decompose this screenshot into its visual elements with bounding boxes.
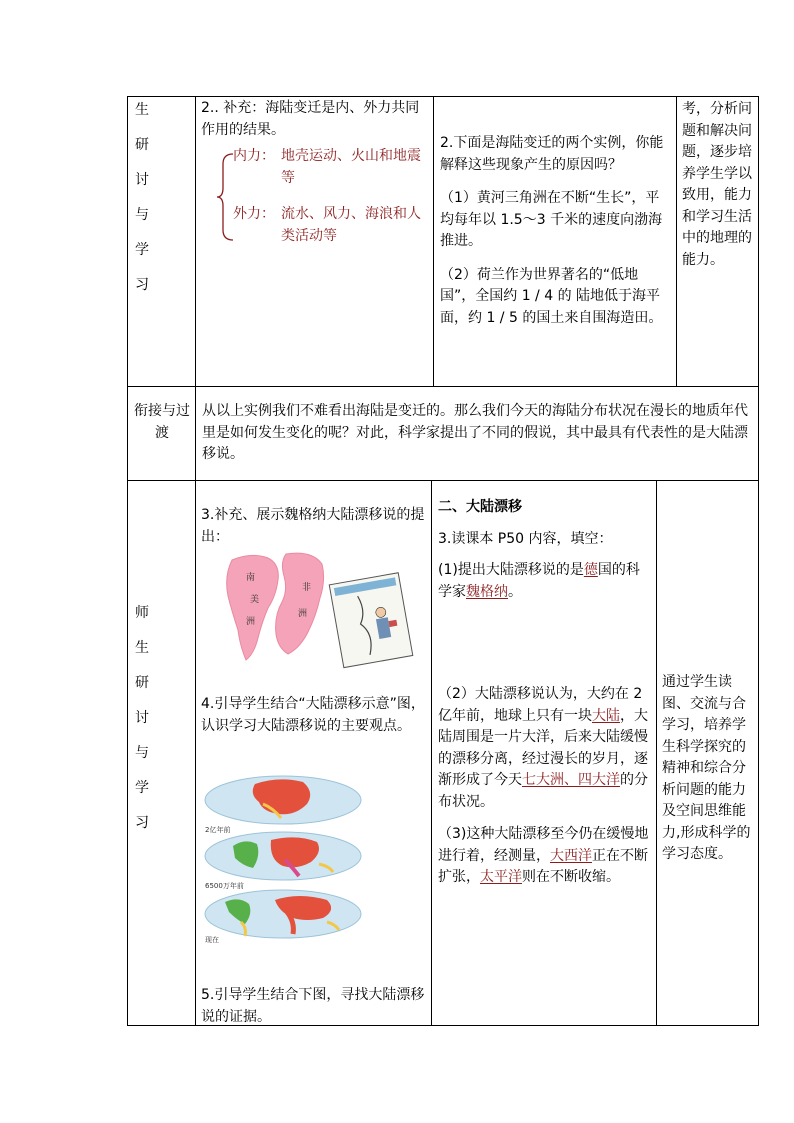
- student-heading: 二、大陆漂移: [438, 499, 522, 515]
- student-example-2: （2）荷兰作为世界著名的“低地国”，全国约 1 / 4 的 陆地低于海平面，约 1 / 5 的国土来自围海造田。: [440, 266, 663, 326]
- teacher-step-3: 3.补充、展示魏格纳大陆漂移说的提出：: [201, 507, 425, 545]
- label-char: 讨: [135, 172, 149, 188]
- label-char: 研: [135, 675, 149, 691]
- africa-shape: [276, 553, 324, 654]
- section3-intent: [662, 672, 754, 866]
- map-caption-65ma: 6500万年前: [205, 882, 244, 890]
- label-char: 习: [135, 277, 149, 293]
- blank-shrinking-ocean: 太平洋: [480, 869, 522, 885]
- student-answer-1: (1)提出大陆漂移说的是德国的科学家魏格纳。: [438, 562, 640, 600]
- transition-text: 从以上实例我们不难看出海陆是变迁的。那么我们今天的海陆分布状况在漫长的地质年代里是如何发生变化的呢？对此，科学家提出了不同的假说，其中最具有代表性的是大陆漂移说。: [202, 403, 748, 462]
- section2-label: [133, 401, 191, 444]
- blank-distribution: 七大洲、四大洋: [522, 772, 620, 788]
- inner-force-text: 地壳运动、火山和地震等: [281, 148, 421, 186]
- wegener-picture: [329, 573, 413, 668]
- south-america-shape: [227, 555, 279, 660]
- map-label-zhou2: 洲: [298, 609, 308, 619]
- label-char: 与: [135, 207, 149, 223]
- section3-teacher-t5: [201, 985, 427, 1028]
- teacher-step-5: 5.引导学生结合下图，寻找大陆漂移说的证据。: [201, 987, 425, 1025]
- label-char: 学: [135, 780, 149, 796]
- map-200ma: [205, 776, 361, 824]
- section2-text: [202, 401, 752, 466]
- map-65ma: [205, 832, 361, 880]
- student-q3: 3.读课本 P50 内容，填空：: [438, 530, 613, 547]
- map-label-fei: 非: [302, 583, 312, 593]
- map-caption-200ma: 2亿年前: [205, 826, 231, 834]
- blank-country: 德: [583, 562, 598, 578]
- inner-force-label: 内力：: [233, 148, 275, 164]
- intent-text: 考，分析问题和解决问题，逐步培养学生学以致用，能力和学习生活中的地理的能力。: [682, 101, 752, 268]
- section3-teacher-t4: [201, 694, 427, 737]
- section3-student: [438, 497, 652, 889]
- continental-drift-maps: [199, 772, 367, 944]
- section1-teacher: [201, 98, 427, 251]
- curly-brace-icon: [215, 152, 235, 242]
- label-char: 生: [135, 102, 149, 118]
- continent-fit-illustration: [222, 550, 418, 680]
- blank-scientist: 魏格纳: [466, 583, 508, 600]
- teacher-step-4: 4.引导学生结合“大陆漂移示意”图，认识学习大陆漂移说的主要观点。: [201, 696, 425, 734]
- label-char: 师: [135, 605, 149, 621]
- label-char: 讨: [135, 710, 149, 726]
- blank-continent: 大陆: [592, 707, 620, 724]
- label-char: 习: [135, 815, 149, 831]
- transition-label: 衔接与过渡: [134, 403, 190, 441]
- intent-text: 通过学生读图、交流与合学习，培养学生科学探究的精神和综合分析问题的能力及空间思维能力,形成科学的学习态度。: [662, 674, 751, 862]
- forces-brace-group: [201, 146, 427, 251]
- teacher-intro: 2.. 补充：海陆变迁是内、外力共同作用的结果。: [201, 100, 420, 138]
- section1-student: [440, 133, 672, 329]
- map-label-mei: 美: [250, 595, 260, 605]
- section3-teacher-t3: [201, 505, 427, 548]
- label-char: 与: [135, 745, 149, 761]
- outer-force-label: 外力：: [233, 206, 275, 222]
- outer-force-text: 流水、风力、海浪和人类活动等: [281, 206, 421, 244]
- student-answer-2: （2）大陆漂移说认为，大约在 2 亿年前，地球上只有一块大陆，大陆周围是一片大洋，后来大陆缓慢的漂移分离，经过漫长的岁月，逐渐形成了今天七大洲、四大洋的分布状况。: [438, 686, 648, 810]
- label-char: 生: [135, 640, 149, 656]
- student-example-1: （1）黄河三角洲在不断“生长”，平均每年以 1.5～3 千米的速度向渤海推进。: [440, 190, 663, 249]
- student-answer-3: （3)这种大陆漂移至今仍在缓慢地进行着，经测量，大西洋正在不断扩张，太平洋则在不断收缩。: [438, 826, 649, 885]
- label-char: 学: [135, 242, 149, 258]
- section3-label: [128, 603, 156, 848]
- map-label-nan: 南: [246, 573, 256, 583]
- map-caption-present: 现在: [205, 936, 219, 944]
- student-question: 2.下面是海陆变迁的两个实例，你能解释这些现象产生的原因吗？: [440, 135, 664, 173]
- map-present: [205, 890, 361, 938]
- map-label-zhou1: 洲: [246, 617, 256, 627]
- section1-label: [128, 98, 156, 310]
- blank-expanding-ocean: 大西洋: [550, 847, 592, 864]
- section1-intent: [682, 99, 754, 271]
- label-char: 研: [135, 137, 149, 153]
